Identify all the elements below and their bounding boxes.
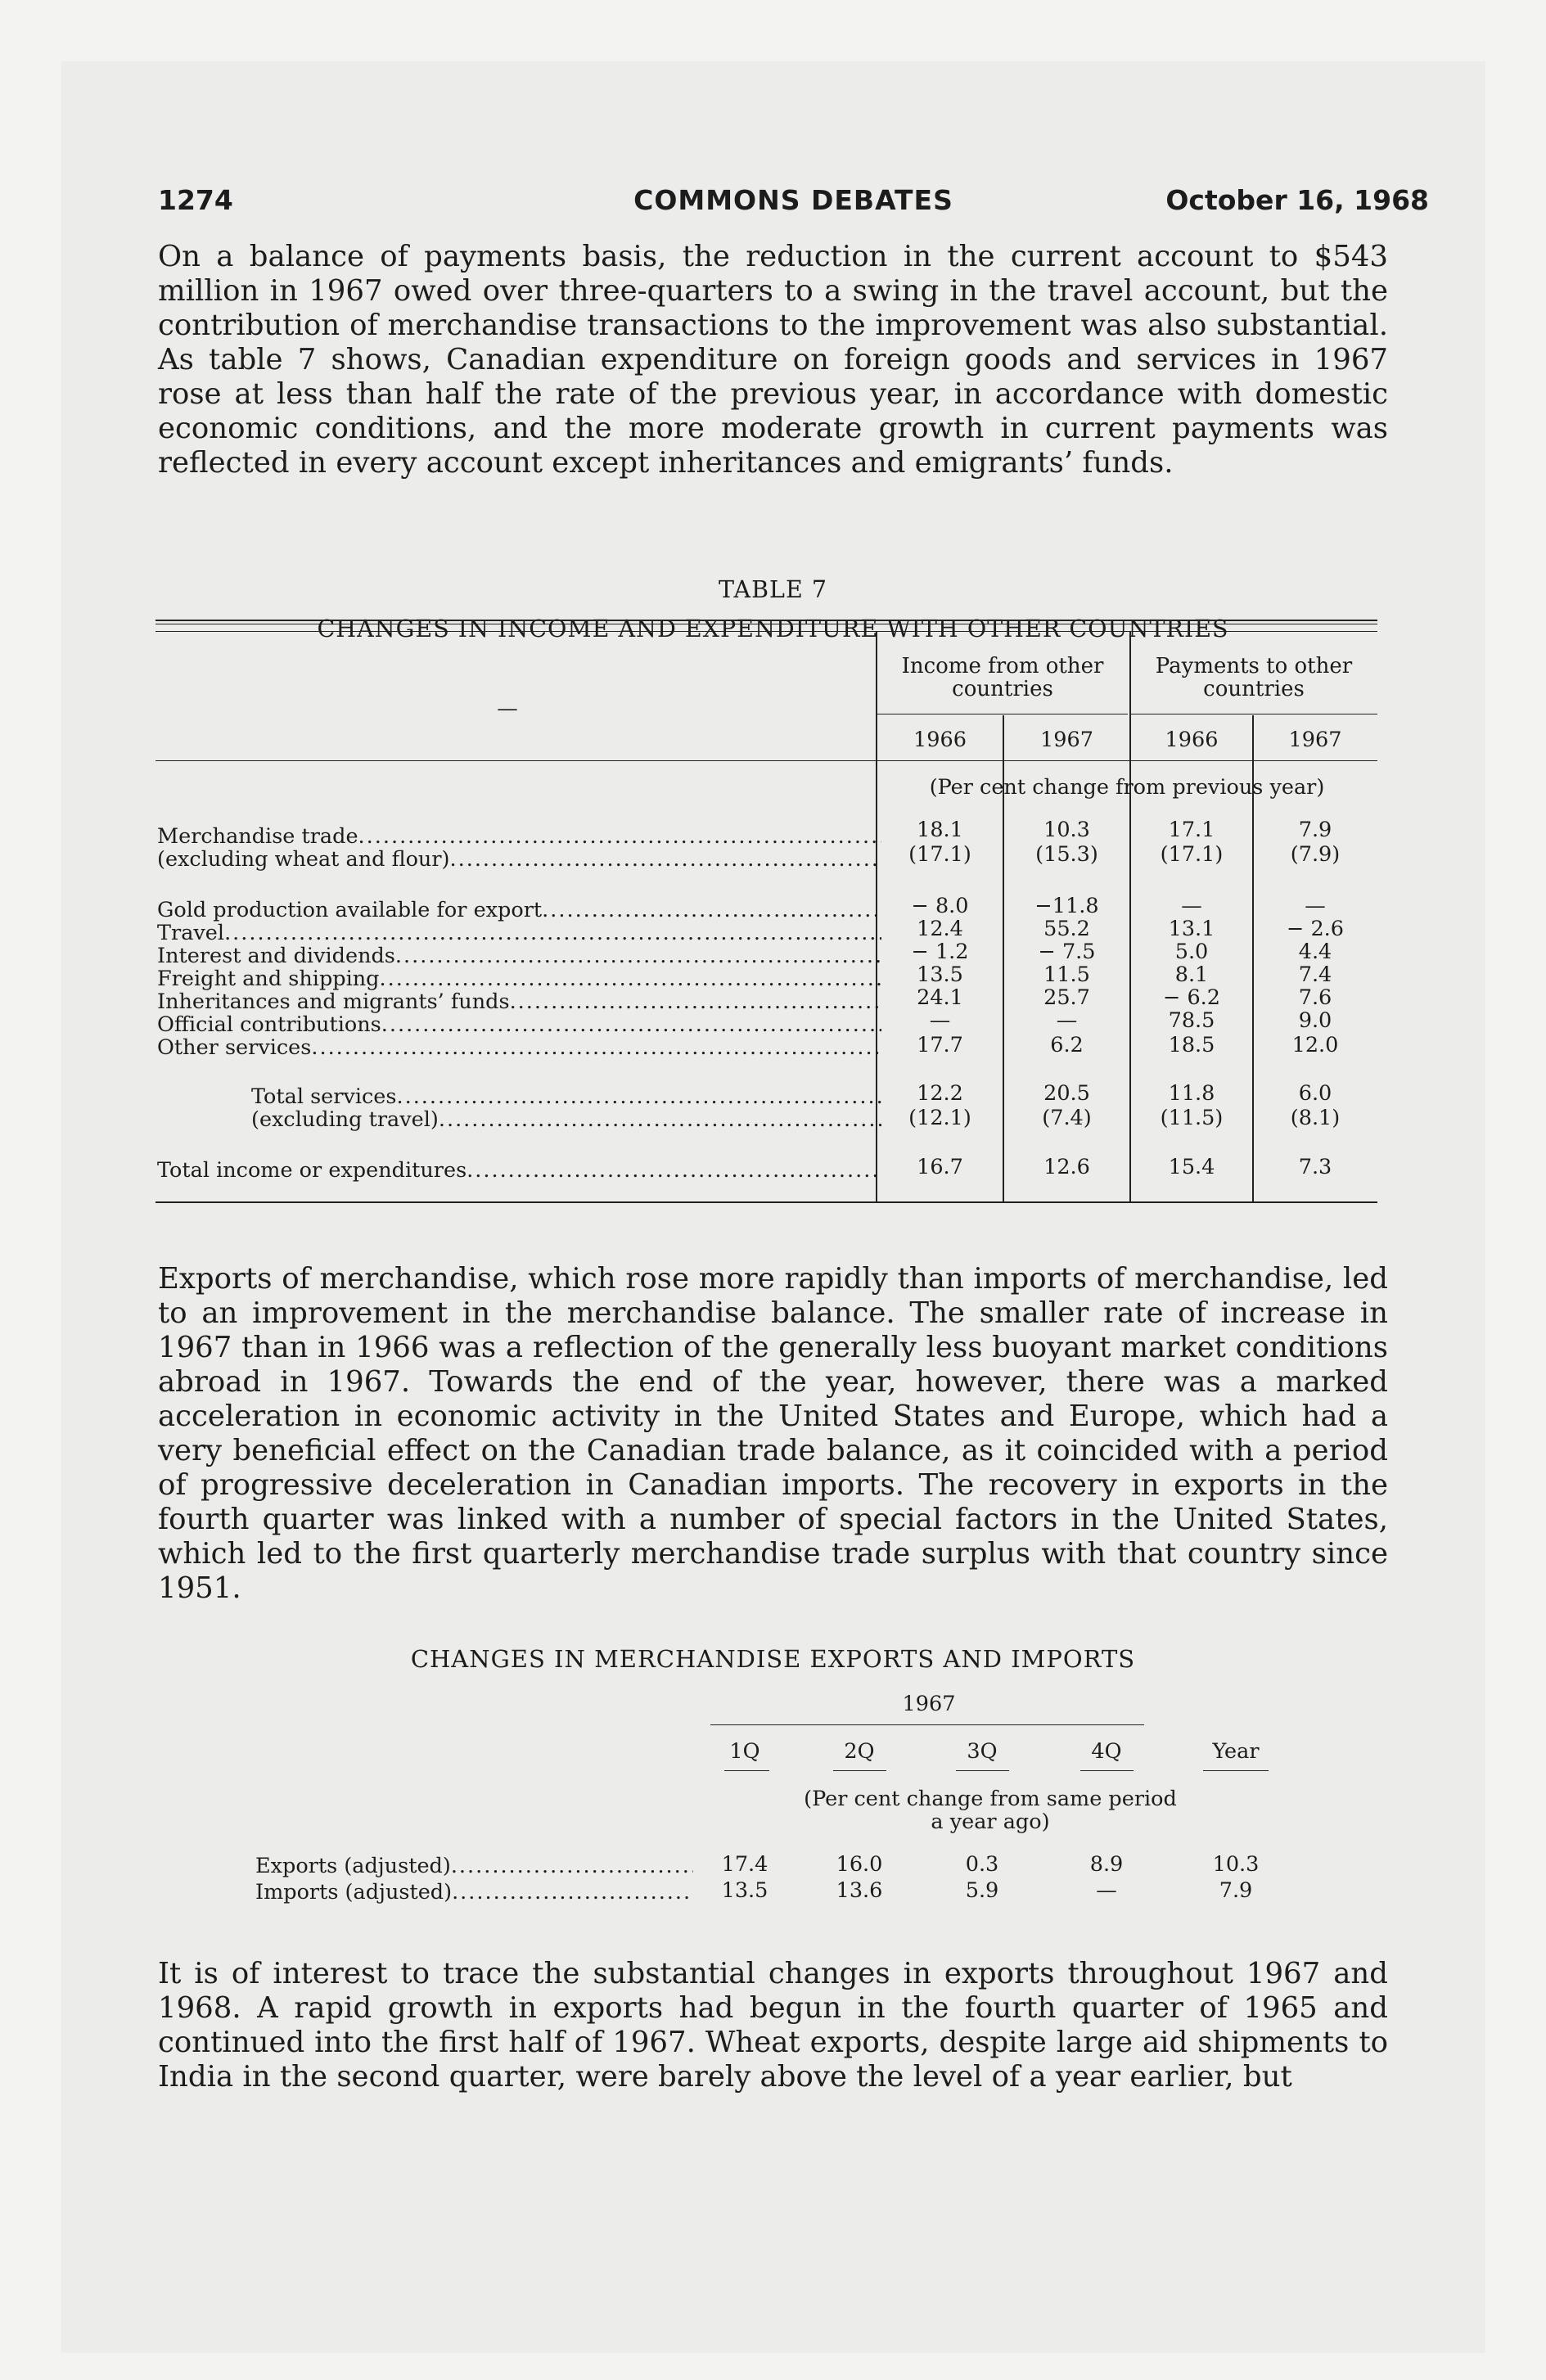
cell: 18.1 [917, 818, 963, 842]
cell: 13.5 [721, 1878, 768, 1903]
page-number: 1274 [158, 184, 233, 216]
cell: 24.1 [917, 985, 963, 1010]
table-row-label: (excluding travel) ..... [157, 1108, 881, 1131]
col-underline [1203, 1770, 1269, 1771]
col-underline [724, 1770, 769, 1771]
cell: — [1056, 1008, 1078, 1033]
table-row-label: Total services ..... [157, 1085, 881, 1108]
cell: — [929, 1008, 951, 1033]
cell: 17.7 [917, 1033, 963, 1057]
cell: − 8.0 [911, 894, 969, 918]
cell: 12.4 [917, 917, 963, 941]
cell: (7.4) [1042, 1106, 1092, 1130]
cell: 17.4 [721, 1852, 768, 1877]
col-underline [956, 1770, 1009, 1771]
cell: 25.7 [1043, 985, 1090, 1010]
cell: (8.1) [1290, 1106, 1341, 1130]
year-1966-income: 1966 [913, 728, 967, 752]
table-row-label: Gold production available for export ..... [157, 899, 881, 922]
cell: (15.3) [1035, 842, 1098, 867]
cell: 7.3 [1298, 1155, 1332, 1179]
issue-date: October 16, 1968 [1165, 184, 1429, 216]
cell: 17.1 [1168, 818, 1215, 842]
table-row-label: Interest and dividends ..... [157, 944, 881, 967]
cell: − 7.5 [1038, 940, 1096, 964]
cell: — [1181, 894, 1202, 918]
table-row-label: (excluding wheat and flour) ..... [157, 848, 881, 871]
cell: 0.3 [965, 1852, 999, 1877]
year-1967-payments: 1967 [1288, 728, 1342, 752]
cell: — [1305, 894, 1326, 918]
table-row-label: Inheritances and migrants’ funds ..... [157, 990, 881, 1013]
cell: 10.3 [1043, 818, 1090, 842]
cell: 11.5 [1043, 962, 1090, 987]
table-row-label: Other services ..... [157, 1036, 881, 1059]
cell: 13.5 [917, 962, 963, 987]
cell: (12.1) [908, 1106, 971, 1130]
cell: 16.0 [836, 1852, 883, 1877]
cell: 4.4 [1298, 940, 1332, 964]
table-top-rule [156, 620, 1377, 621]
table-row-label: Official contributions ..... [157, 1013, 881, 1036]
merch-col-2q: 2Q [844, 1739, 875, 1764]
table-top-rule-3 [156, 631, 1377, 632]
unit-note: (Per cent change from previous year) [929, 775, 1325, 800]
cell: (11.5) [1160, 1106, 1224, 1130]
table-row-label: Travel ..... [157, 922, 881, 944]
cell: — [1096, 1878, 1117, 1903]
cell: 20.5 [1043, 1081, 1090, 1106]
cell: 78.5 [1168, 1008, 1215, 1033]
table-row-label: Merchandise trade ..... [157, 825, 881, 848]
publication-title: COMMONS DEBATES [633, 184, 953, 216]
cell: 12.0 [1291, 1033, 1339, 1057]
table-title: CHANGES IN INCOME AND EXPENDITURE WITH OTHER COUNTRIES [317, 615, 1229, 642]
merch-col-3q: 3Q [967, 1739, 998, 1764]
cell: 6.2 [1050, 1033, 1084, 1057]
merch-unit-note-1: (Per cent change from same period [804, 1787, 1177, 1811]
cell: 5.0 [1174, 940, 1209, 964]
cell: 6.0 [1298, 1081, 1332, 1106]
cell: 13.1 [1168, 917, 1215, 941]
cell: 10.3 [1212, 1852, 1260, 1877]
cell: − 1.2 [911, 940, 969, 964]
cell: 5.9 [965, 1878, 999, 1903]
merch-table-title: CHANGES IN MERCHANDISE EXPORTS AND IMPORTS [410, 1645, 1136, 1673]
header-bottom-rule [156, 760, 1377, 761]
table-row-label: Total income or expenditures ..... [157, 1159, 881, 1182]
cell: 8.1 [1174, 962, 1209, 987]
table-bottom-rule [156, 1201, 1377, 1203]
year-1966-payments: 1966 [1165, 728, 1219, 752]
paragraph-exports: Exports of merchandise, which rose more rapidly than imports of merchandise, led to an improvement in the merchandise balance. The smaller rate of increase in 1967 than in 1966 was a reflection of the generally less buoyant market conditions abroad in 1967. Towards the end of the year, however, there was a marked acceleration in economic activity in the United States and Europe, which had a very beneficial effect on the Canadian trade balance, as it coincided with a period of progressive deceleration in Canadian imports. The recovery in exports in the fourth quarter was linked with a number of special factors in the United States, which led to the first quarterly merchandise trade surplus with that country since 1951. [158, 1262, 1388, 1605]
cell: 7.9 [1219, 1878, 1253, 1903]
year-1967-income: 1967 [1040, 728, 1093, 752]
paragraph-export-trends: It is of interest to trace the substantial changes in exports throughout 1967 and 1968. A rapid growth in exports had begun in the fourth quarter of 1965 and continued into the first half of 1967. Wheat exports, despite large aid shipments to India in the second quarter, were barely above the level of a year earlier, but [158, 1957, 1388, 2094]
cell: (17.1) [1160, 842, 1224, 867]
table-row-label: Freight and shipping ..... [157, 967, 881, 990]
group-header-income: Income from other countries [901, 654, 1104, 701]
cell: 7.9 [1298, 818, 1332, 842]
paragraph-balance-of-payments: On a balance of payments basis, the reduction in the current account to $543 million in 1967 owed over three-quarters to a swing in the travel account, but the contribution of merchandise transactions to the improvement was also substantial. As table 7 shows, Canadian expenditure on foreign goods and services in 1967 rose at less than half the rate of the previous year, in accordance with domestic economic conditions, and the more moderate growth in current payments was reflected in every account except inheritances and emigrants’ funds. [158, 240, 1388, 480]
col-underline [1080, 1770, 1134, 1771]
merch-unit-note-2: a year ago) [931, 1810, 1050, 1834]
table-number: TABLE 7 [719, 576, 827, 603]
cell: 7.4 [1298, 962, 1332, 987]
merch-row-label: Exports (adjusted) ..... [255, 1855, 693, 1877]
cell: −11.8 [1034, 894, 1099, 918]
merch-col-1q: 1Q [729, 1739, 760, 1764]
cell: (17.1) [908, 842, 971, 867]
group-header-payments: Payments to other countries [1155, 654, 1353, 701]
cell: 12.6 [1043, 1155, 1090, 1179]
merch-col-year: Year [1212, 1739, 1260, 1764]
cell: 9.0 [1298, 1008, 1332, 1033]
stub-dash: — [497, 696, 518, 721]
cell: 16.7 [917, 1155, 963, 1179]
cell: 7.6 [1298, 985, 1332, 1010]
cell: 8.9 [1089, 1852, 1124, 1877]
cell: − 6.2 [1162, 985, 1221, 1010]
merch-row-label: Imports (adjusted) ..... [255, 1881, 693, 1904]
page-header [158, 184, 1429, 217]
cell: 13.6 [836, 1878, 883, 1903]
cell: 55.2 [1043, 917, 1090, 941]
col-underline [833, 1770, 886, 1771]
merch-col-4q: 4Q [1091, 1739, 1122, 1764]
cell: 11.8 [1168, 1081, 1215, 1106]
cell: − 2.6 [1286, 917, 1345, 941]
cell: 12.2 [917, 1081, 963, 1106]
merch-year-rule [710, 1724, 1144, 1725]
cell: 18.5 [1168, 1033, 1215, 1057]
cell: 15.4 [1168, 1155, 1215, 1179]
cell: (7.9) [1290, 842, 1341, 867]
merch-year: 1967 [902, 1692, 956, 1716]
